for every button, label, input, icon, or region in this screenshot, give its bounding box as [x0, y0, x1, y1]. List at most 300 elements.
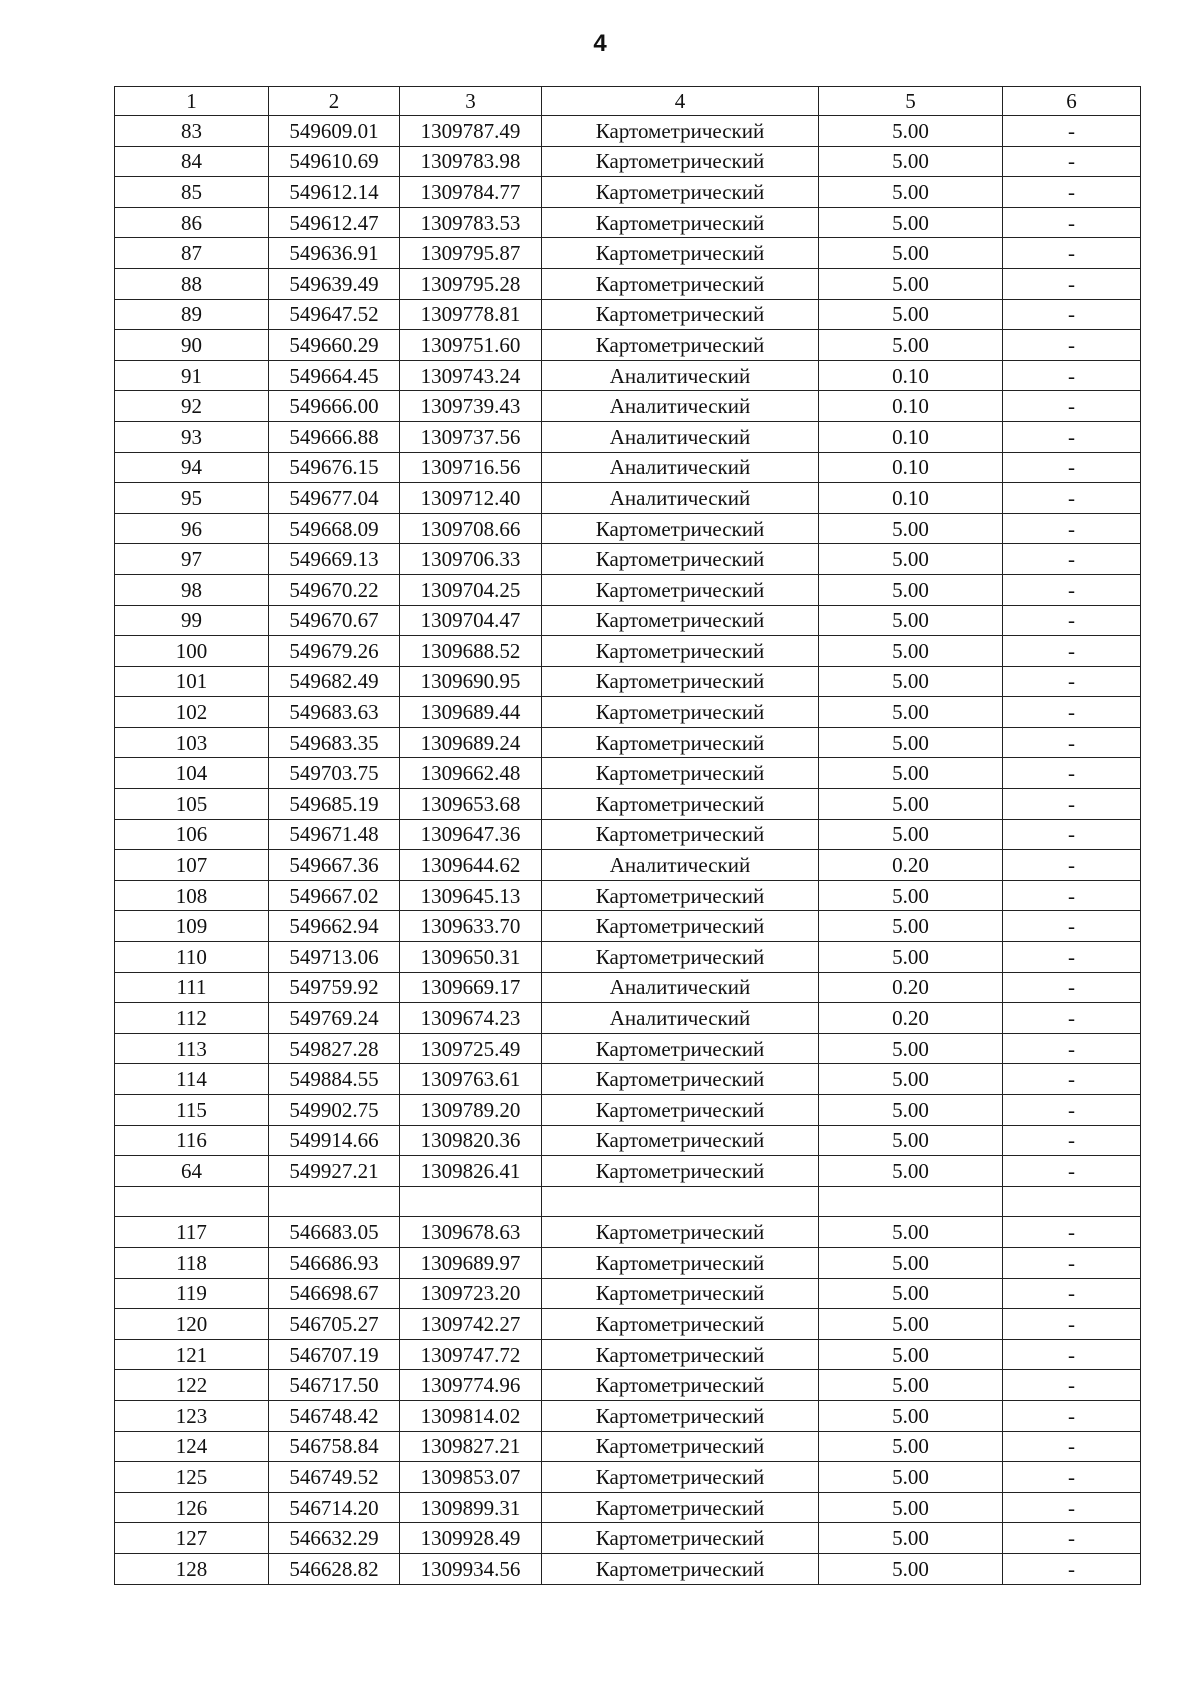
method-cell: Картометрический [542, 1156, 819, 1187]
note-cell: - [1003, 1033, 1141, 1064]
table-row [115, 1156, 1141, 1187]
table-row [115, 1278, 1141, 1309]
table-row [115, 880, 1141, 911]
x-coordinate-cell: 546686.93 [269, 1247, 400, 1278]
point-number-cell: 93 [115, 421, 269, 452]
accuracy-cell [819, 1186, 1003, 1217]
table-row [115, 207, 1141, 238]
accuracy-cell: 5.00 [819, 1217, 1003, 1248]
method-cell: Картометрический [542, 727, 819, 758]
point-number-cell: 97 [115, 544, 269, 575]
method-cell: Картометрический [542, 1523, 819, 1554]
y-coordinate-cell: 1309723.20 [400, 1278, 542, 1309]
note-cell: - [1003, 360, 1141, 391]
table-row [115, 1064, 1141, 1095]
table-row [115, 1217, 1141, 1248]
x-coordinate-cell: 549685.19 [269, 789, 400, 820]
method-cell: Картометрический [542, 605, 819, 636]
table-row [115, 238, 1141, 269]
note-cell: - [1003, 1064, 1141, 1095]
accuracy-cell: 5.00 [819, 605, 1003, 636]
point-number-cell: 90 [115, 330, 269, 361]
method-cell: Аналитический [542, 360, 819, 391]
point-number-cell: 119 [115, 1278, 269, 1309]
x-coordinate-cell: 546717.50 [269, 1370, 400, 1401]
x-coordinate-cell: 549769.24 [269, 1003, 400, 1034]
accuracy-cell: 0.20 [819, 1003, 1003, 1034]
note-cell: - [1003, 1431, 1141, 1462]
x-coordinate-cell: 549902.75 [269, 1095, 400, 1126]
y-coordinate-cell: 1309774.96 [400, 1370, 542, 1401]
table-row [115, 1339, 1141, 1370]
table-row [115, 1400, 1141, 1431]
note-cell: - [1003, 1247, 1141, 1278]
x-coordinate-cell: 549670.22 [269, 574, 400, 605]
point-number-cell: 109 [115, 911, 269, 942]
accuracy-cell: 5.00 [819, 513, 1003, 544]
table-row [115, 513, 1141, 544]
table-row [115, 636, 1141, 667]
accuracy-cell: 5.00 [819, 1309, 1003, 1340]
y-coordinate-cell [400, 1186, 542, 1217]
method-cell: Картометрический [542, 911, 819, 942]
method-cell: Картометрический [542, 146, 819, 177]
note-cell: - [1003, 1278, 1141, 1309]
note-cell: - [1003, 452, 1141, 483]
accuracy-cell: 5.00 [819, 268, 1003, 299]
point-number-cell: 111 [115, 972, 269, 1003]
method-cell: Картометрический [542, 1095, 819, 1126]
note-cell: - [1003, 819, 1141, 850]
header-row [115, 87, 1141, 116]
accuracy-cell: 5.00 [819, 146, 1003, 177]
note-cell: - [1003, 1339, 1141, 1370]
x-coordinate-cell: 549610.69 [269, 146, 400, 177]
table-row [115, 452, 1141, 483]
table-row [115, 421, 1141, 452]
table-row [115, 1033, 1141, 1064]
x-coordinate-cell: 549647.52 [269, 299, 400, 330]
point-number-cell: 125 [115, 1462, 269, 1493]
accuracy-cell: 5.00 [819, 238, 1003, 269]
y-coordinate-cell: 1309725.49 [400, 1033, 542, 1064]
note-cell: - [1003, 1156, 1141, 1187]
table-row [115, 299, 1141, 330]
note-cell: - [1003, 238, 1141, 269]
accuracy-cell: 5.00 [819, 1278, 1003, 1309]
point-number-cell: 100 [115, 636, 269, 667]
note-cell: - [1003, 177, 1141, 208]
note-cell: - [1003, 636, 1141, 667]
method-cell: Картометрический [542, 819, 819, 850]
note-cell: - [1003, 1492, 1141, 1523]
accuracy-cell: 5.00 [819, 299, 1003, 330]
point-number-cell: 91 [115, 360, 269, 391]
accuracy-cell: 5.00 [819, 727, 1003, 758]
x-coordinate-cell: 549612.14 [269, 177, 400, 208]
accuracy-cell: 5.00 [819, 574, 1003, 605]
x-coordinate-cell: 546707.19 [269, 1339, 400, 1370]
accuracy-cell: 5.00 [819, 177, 1003, 208]
accuracy-cell: 5.00 [819, 1400, 1003, 1431]
method-cell: Картометрический [542, 880, 819, 911]
table-row [115, 483, 1141, 514]
accuracy-cell: 0.20 [819, 850, 1003, 881]
x-coordinate-cell: 549683.63 [269, 697, 400, 728]
note-cell: - [1003, 146, 1141, 177]
y-coordinate-cell: 1309827.21 [400, 1431, 542, 1462]
method-cell: Картометрический [542, 1553, 819, 1584]
x-coordinate-cell: 549671.48 [269, 819, 400, 850]
table-row [115, 330, 1141, 361]
note-cell: - [1003, 1523, 1141, 1554]
y-coordinate-cell: 1309669.17 [400, 972, 542, 1003]
table-header [115, 87, 1141, 116]
note-cell: - [1003, 666, 1141, 697]
header-cell-5: 5 [819, 87, 1003, 116]
point-number-cell: 110 [115, 942, 269, 973]
y-coordinate-cell: 1309739.43 [400, 391, 542, 422]
accuracy-cell: 0.10 [819, 483, 1003, 514]
table-row [115, 1095, 1141, 1126]
x-coordinate-cell: 549636.91 [269, 238, 400, 269]
page-number: 4 [593, 30, 607, 57]
point-number-cell: 108 [115, 880, 269, 911]
header-cell-6: 6 [1003, 87, 1141, 116]
method-cell: Аналитический [542, 391, 819, 422]
y-coordinate-cell: 1309826.41 [400, 1156, 542, 1187]
point-number-cell: 105 [115, 789, 269, 820]
header-cell-3: 3 [400, 87, 542, 116]
point-number-cell: 114 [115, 1064, 269, 1095]
note-cell: - [1003, 789, 1141, 820]
table-row [115, 391, 1141, 422]
x-coordinate-cell: 549670.67 [269, 605, 400, 636]
x-coordinate-cell: 549664.45 [269, 360, 400, 391]
method-cell: Картометрический [542, 1217, 819, 1248]
note-cell: - [1003, 911, 1141, 942]
note-cell: - [1003, 574, 1141, 605]
point-number-cell: 96 [115, 513, 269, 544]
accuracy-cell: 5.00 [819, 1125, 1003, 1156]
note-cell: - [1003, 1400, 1141, 1431]
y-coordinate-cell: 1309820.36 [400, 1125, 542, 1156]
y-coordinate-cell: 1309742.27 [400, 1309, 542, 1340]
method-cell: Картометрический [542, 207, 819, 238]
note-cell: - [1003, 1462, 1141, 1493]
point-number-cell: 104 [115, 758, 269, 789]
accuracy-cell: 5.00 [819, 758, 1003, 789]
point-number-cell: 127 [115, 1523, 269, 1554]
x-coordinate-cell: 549676.15 [269, 452, 400, 483]
accuracy-cell: 5.00 [819, 819, 1003, 850]
method-cell: Аналитический [542, 850, 819, 881]
method-cell: Картометрический [542, 1431, 819, 1462]
accuracy-cell: 5.00 [819, 1095, 1003, 1126]
accuracy-cell: 5.00 [819, 789, 1003, 820]
y-coordinate-cell: 1309708.66 [400, 513, 542, 544]
method-cell: Картометрический [542, 697, 819, 728]
y-coordinate-cell: 1309678.63 [400, 1217, 542, 1248]
accuracy-cell: 5.00 [819, 1064, 1003, 1095]
point-number-cell: 64 [115, 1156, 269, 1187]
x-coordinate-cell: 549679.26 [269, 636, 400, 667]
point-number-cell: 87 [115, 238, 269, 269]
method-cell: Картометрический [542, 299, 819, 330]
header-cell-2: 2 [269, 87, 400, 116]
accuracy-cell: 5.00 [819, 636, 1003, 667]
method-cell: Картометрический [542, 544, 819, 575]
y-coordinate-cell: 1309704.47 [400, 605, 542, 636]
note-cell: - [1003, 513, 1141, 544]
y-coordinate-cell: 1309747.72 [400, 1339, 542, 1370]
table-row [115, 1553, 1141, 1584]
method-cell: Картометрический [542, 513, 819, 544]
table-row [115, 1309, 1141, 1340]
table-row [115, 268, 1141, 299]
accuracy-cell: 5.00 [819, 1553, 1003, 1584]
point-number-cell: 112 [115, 1003, 269, 1034]
note-cell: - [1003, 1553, 1141, 1584]
x-coordinate-cell: 546628.82 [269, 1553, 400, 1584]
table-row [115, 116, 1141, 147]
x-coordinate-cell [269, 1186, 400, 1217]
point-number-cell: 101 [115, 666, 269, 697]
accuracy-cell: 0.10 [819, 360, 1003, 391]
y-coordinate-cell: 1309704.25 [400, 574, 542, 605]
y-coordinate-cell: 1309688.52 [400, 636, 542, 667]
table-row [115, 819, 1141, 850]
y-coordinate-cell: 1309633.70 [400, 911, 542, 942]
method-cell: Картометрический [542, 942, 819, 973]
point-number-cell: 83 [115, 116, 269, 147]
x-coordinate-cell: 549682.49 [269, 666, 400, 697]
table-row [115, 1462, 1141, 1493]
accuracy-cell: 5.00 [819, 1156, 1003, 1187]
accuracy-cell: 5.00 [819, 207, 1003, 238]
point-number-cell [115, 1186, 269, 1217]
note-cell: - [1003, 697, 1141, 728]
y-coordinate-cell: 1309650.31 [400, 942, 542, 973]
x-coordinate-cell: 549668.09 [269, 513, 400, 544]
x-coordinate-cell: 549660.29 [269, 330, 400, 361]
x-coordinate-cell: 549713.06 [269, 942, 400, 973]
x-coordinate-cell: 549666.00 [269, 391, 400, 422]
note-cell: - [1003, 207, 1141, 238]
table-row [115, 544, 1141, 575]
table-row [115, 574, 1141, 605]
note-cell: - [1003, 972, 1141, 1003]
method-cell: Аналитический [542, 421, 819, 452]
note-cell: - [1003, 483, 1141, 514]
accuracy-cell: 5.00 [819, 1462, 1003, 1493]
point-number-cell: 124 [115, 1431, 269, 1462]
y-coordinate-cell: 1309751.60 [400, 330, 542, 361]
point-number-cell: 85 [115, 177, 269, 208]
note-cell: - [1003, 880, 1141, 911]
accuracy-cell: 5.00 [819, 1492, 1003, 1523]
y-coordinate-cell: 1309712.40 [400, 483, 542, 514]
table-row [115, 360, 1141, 391]
point-number-cell: 103 [115, 727, 269, 758]
accuracy-cell: 5.00 [819, 1339, 1003, 1370]
y-coordinate-cell: 1309689.44 [400, 697, 542, 728]
point-number-cell: 89 [115, 299, 269, 330]
note-cell: - [1003, 544, 1141, 575]
x-coordinate-cell: 549677.04 [269, 483, 400, 514]
point-number-cell: 122 [115, 1370, 269, 1401]
point-number-cell: 84 [115, 146, 269, 177]
x-coordinate-cell: 549827.28 [269, 1033, 400, 1064]
y-coordinate-cell: 1309795.28 [400, 268, 542, 299]
method-cell: Картометрический [542, 116, 819, 147]
table-row [115, 1431, 1141, 1462]
point-number-cell: 120 [115, 1309, 269, 1340]
y-coordinate-cell: 1309743.24 [400, 360, 542, 391]
y-coordinate-cell: 1309689.97 [400, 1247, 542, 1278]
y-coordinate-cell: 1309653.68 [400, 789, 542, 820]
accuracy-cell: 5.00 [819, 911, 1003, 942]
table-row [115, 666, 1141, 697]
accuracy-cell: 5.00 [819, 880, 1003, 911]
x-coordinate-cell: 549669.13 [269, 544, 400, 575]
accuracy-cell: 5.00 [819, 330, 1003, 361]
y-coordinate-cell: 1309934.56 [400, 1553, 542, 1584]
accuracy-cell: 5.00 [819, 1033, 1003, 1064]
note-cell: - [1003, 268, 1141, 299]
table-row [115, 177, 1141, 208]
method-cell: Картометрический [542, 758, 819, 789]
point-number-cell: 99 [115, 605, 269, 636]
table-row [115, 972, 1141, 1003]
note-cell: - [1003, 1309, 1141, 1340]
point-number-cell: 118 [115, 1247, 269, 1278]
table-row [115, 697, 1141, 728]
point-number-cell: 113 [115, 1033, 269, 1064]
y-coordinate-cell: 1309689.24 [400, 727, 542, 758]
y-coordinate-cell: 1309899.31 [400, 1492, 542, 1523]
x-coordinate-cell: 546632.29 [269, 1523, 400, 1554]
table-row [115, 789, 1141, 820]
method-cell: Картометрический [542, 238, 819, 269]
x-coordinate-cell: 549612.47 [269, 207, 400, 238]
x-coordinate-cell: 549703.75 [269, 758, 400, 789]
x-coordinate-cell: 549639.49 [269, 268, 400, 299]
point-number-cell: 88 [115, 268, 269, 299]
accuracy-cell: 5.00 [819, 1431, 1003, 1462]
table-row [115, 942, 1141, 973]
note-cell: - [1003, 1370, 1141, 1401]
y-coordinate-cell: 1309674.23 [400, 1003, 542, 1034]
accuracy-cell: 5.00 [819, 1523, 1003, 1554]
x-coordinate-cell: 546714.20 [269, 1492, 400, 1523]
y-coordinate-cell: 1309783.53 [400, 207, 542, 238]
point-number-cell: 126 [115, 1492, 269, 1523]
accuracy-cell: 5.00 [819, 1247, 1003, 1278]
header-cell-4: 4 [542, 87, 819, 116]
method-cell: Аналитический [542, 1003, 819, 1034]
table-row [115, 1125, 1141, 1156]
table-row [115, 1186, 1141, 1217]
method-cell [542, 1186, 819, 1217]
table-row [115, 1492, 1141, 1523]
note-cell: - [1003, 850, 1141, 881]
note-cell: - [1003, 1125, 1141, 1156]
point-number-cell: 86 [115, 207, 269, 238]
table-body [115, 116, 1141, 1585]
y-coordinate-cell: 1309763.61 [400, 1064, 542, 1095]
method-cell: Аналитический [542, 483, 819, 514]
point-number-cell: 107 [115, 850, 269, 881]
method-cell: Картометрический [542, 1370, 819, 1401]
header-cell-1: 1 [115, 87, 269, 116]
accuracy-cell: 5.00 [819, 1370, 1003, 1401]
point-number-cell: 121 [115, 1339, 269, 1370]
point-number-cell: 98 [115, 574, 269, 605]
point-number-cell: 123 [115, 1400, 269, 1431]
method-cell: Картометрический [542, 1309, 819, 1340]
coordinates-table [114, 86, 1141, 1585]
x-coordinate-cell: 549884.55 [269, 1064, 400, 1095]
x-coordinate-cell: 546698.67 [269, 1278, 400, 1309]
method-cell: Картометрический [542, 1125, 819, 1156]
method-cell: Картометрический [542, 1400, 819, 1431]
note-cell: - [1003, 942, 1141, 973]
accuracy-cell: 0.10 [819, 421, 1003, 452]
point-number-cell: 94 [115, 452, 269, 483]
note-cell: - [1003, 116, 1141, 147]
table-row [115, 850, 1141, 881]
point-number-cell: 115 [115, 1095, 269, 1126]
note-cell: - [1003, 1095, 1141, 1126]
method-cell: Картометрический [542, 1492, 819, 1523]
y-coordinate-cell: 1309690.95 [400, 666, 542, 697]
x-coordinate-cell: 549667.36 [269, 850, 400, 881]
point-number-cell: 117 [115, 1217, 269, 1248]
y-coordinate-cell: 1309645.13 [400, 880, 542, 911]
method-cell: Картометрический [542, 574, 819, 605]
y-coordinate-cell: 1309778.81 [400, 299, 542, 330]
note-cell: - [1003, 605, 1141, 636]
x-coordinate-cell: 549927.21 [269, 1156, 400, 1187]
accuracy-cell: 0.20 [819, 972, 1003, 1003]
table-row [115, 1247, 1141, 1278]
method-cell: Картометрический [542, 268, 819, 299]
table-row [115, 1003, 1141, 1034]
note-cell: - [1003, 727, 1141, 758]
point-number-cell: 92 [115, 391, 269, 422]
accuracy-cell: 5.00 [819, 942, 1003, 973]
method-cell: Картометрический [542, 1247, 819, 1278]
x-coordinate-cell: 546683.05 [269, 1217, 400, 1248]
y-coordinate-cell: 1309706.33 [400, 544, 542, 575]
point-number-cell: 102 [115, 697, 269, 728]
method-cell: Аналитический [542, 452, 819, 483]
method-cell: Картометрический [542, 1462, 819, 1493]
x-coordinate-cell: 549683.35 [269, 727, 400, 758]
table-row [115, 1370, 1141, 1401]
x-coordinate-cell: 549666.88 [269, 421, 400, 452]
y-coordinate-cell: 1309647.36 [400, 819, 542, 850]
y-coordinate-cell: 1309783.98 [400, 146, 542, 177]
method-cell: Картометрический [542, 1033, 819, 1064]
accuracy-cell: 5.00 [819, 666, 1003, 697]
method-cell: Картометрический [542, 1278, 819, 1309]
point-number-cell: 106 [115, 819, 269, 850]
method-cell: Аналитический [542, 972, 819, 1003]
table-row [115, 605, 1141, 636]
note-cell [1003, 1186, 1141, 1217]
